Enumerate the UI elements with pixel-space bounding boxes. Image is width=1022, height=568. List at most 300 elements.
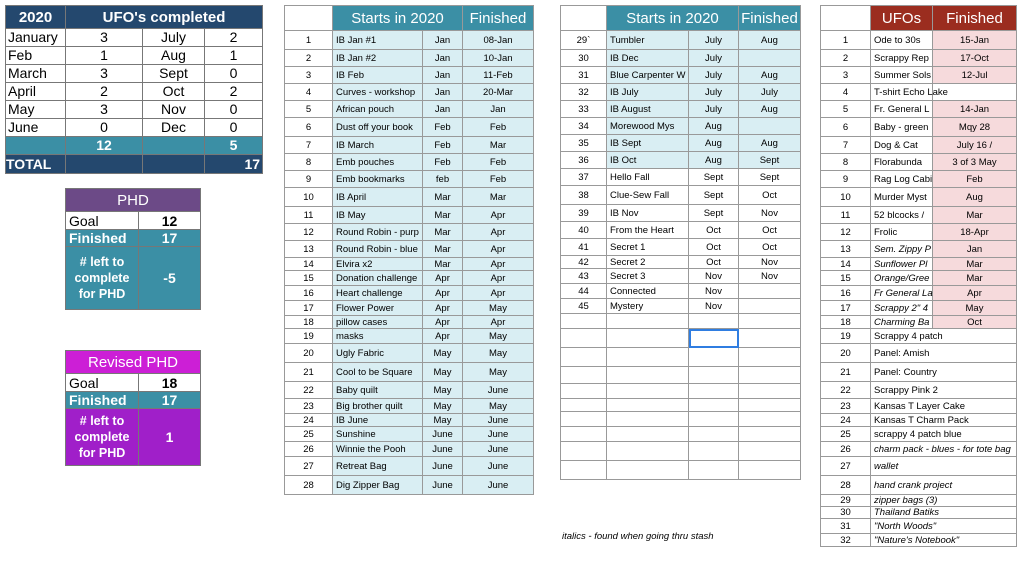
empty-cell[interactable] [561, 412, 607, 427]
project-name[interactable]: Emb pouches [333, 154, 423, 171]
project-name[interactable]: Secret 2 [607, 256, 689, 269]
cell[interactable] [143, 155, 205, 174]
row-number[interactable]: 24 [821, 414, 871, 427]
project-name[interactable]: Big brother quilt [333, 399, 423, 414]
month-label[interactable]: Dec [143, 119, 205, 137]
start-month[interactable]: May [423, 414, 463, 427]
empty-cell[interactable] [561, 427, 607, 442]
finished-date[interactable]: Feb [933, 171, 1017, 188]
revised-left-value[interactable]: 1 [139, 409, 201, 466]
finished-date[interactable] [739, 284, 801, 299]
finished-date[interactable]: May [463, 329, 534, 344]
ufos-title[interactable]: UFOs [871, 6, 933, 31]
start-month[interactable]: Jan [423, 31, 463, 50]
project-name[interactable]: Secret 3 [607, 269, 689, 284]
empty-cell[interactable] [739, 427, 801, 442]
start-month[interactable]: Apr [423, 271, 463, 286]
row-number[interactable]: 19 [285, 329, 333, 344]
row-number[interactable]: 6 [285, 118, 333, 137]
finished-date[interactable]: Jan [463, 101, 534, 118]
finished-date[interactable]: Mar [463, 137, 534, 154]
finished-date[interactable]: Nov [739, 256, 801, 269]
finished-date[interactable]: Apr [463, 207, 534, 224]
finished-date[interactable]: 11-Feb [463, 67, 534, 84]
row-number[interactable]: 14 [285, 258, 333, 271]
project-name[interactable]: Charming Ba [871, 316, 933, 329]
row-number[interactable]: 22 [821, 382, 871, 399]
project-name[interactable]: IB June [333, 414, 423, 427]
empty-cell[interactable] [561, 442, 607, 461]
empty-cell[interactable] [561, 329, 607, 348]
finished-date[interactable]: July [739, 84, 801, 101]
start-month[interactable]: Apr [423, 286, 463, 301]
start-month[interactable]: Feb [423, 154, 463, 171]
start-month[interactable]: May [423, 344, 463, 363]
start-month[interactable]: Mar [423, 258, 463, 271]
row-number[interactable]: 9 [821, 171, 871, 188]
phd-title[interactable]: PHD [66, 189, 201, 212]
row-number[interactable]: 35 [561, 135, 607, 152]
project-name[interactable]: 52 blcocks / [871, 207, 933, 224]
start-month[interactable]: Feb [423, 118, 463, 137]
row-number[interactable]: 32 [821, 534, 871, 547]
start-month[interactable]: June [423, 442, 463, 457]
month-count[interactable]: 2 [205, 29, 263, 47]
empty-cell[interactable] [607, 384, 689, 399]
finished-date[interactable]: June [463, 427, 534, 442]
row-number[interactable]: 5 [821, 101, 871, 118]
row-number[interactable]: 16 [285, 286, 333, 301]
start-month[interactable]: June [423, 427, 463, 442]
empty-cell[interactable] [739, 461, 801, 480]
cell[interactable] [285, 6, 333, 31]
finished-date[interactable]: Nov [739, 269, 801, 284]
project-name[interactable]: Morewood Mys [607, 118, 689, 135]
row-number[interactable]: 21 [285, 363, 333, 382]
project-name[interactable]: IB Sept [607, 135, 689, 152]
row-number[interactable]: 24 [285, 414, 333, 427]
row-number[interactable]: 44 [561, 284, 607, 299]
finished-date[interactable]: Feb [463, 118, 534, 137]
row-number[interactable]: 2 [821, 50, 871, 67]
start-month[interactable]: Oct [689, 256, 739, 269]
finished-date[interactable]: May [463, 301, 534, 316]
start-month[interactable]: July [689, 101, 739, 118]
month-label[interactable]: July [143, 29, 205, 47]
start-month[interactable]: Mar [423, 207, 463, 224]
empty-cell[interactable] [689, 367, 739, 384]
empty-cell[interactable] [607, 367, 689, 384]
empty-cell[interactable] [689, 412, 739, 427]
start-month[interactable]: June [423, 476, 463, 495]
finished-date[interactable]: Feb [463, 171, 534, 188]
start-month[interactable]: Sept [689, 169, 739, 186]
row-number[interactable]: 16 [821, 286, 871, 301]
finished-date[interactable]: July 16 / [933, 137, 1017, 154]
project-name[interactable]: Murder Myst [871, 188, 933, 207]
month-count[interactable]: 1 [205, 47, 263, 65]
row-number[interactable]: 28 [285, 476, 333, 495]
revised-finished-value[interactable]: 17 [139, 392, 201, 409]
project-name[interactable]: Cool to be Square [333, 363, 423, 382]
start-month[interactable]: Apr [423, 329, 463, 344]
empty-cell[interactable] [739, 314, 801, 329]
row-number[interactable]: 4 [285, 84, 333, 101]
month-count[interactable]: 2 [205, 83, 263, 101]
project-name[interactable]: Elvira x2 [333, 258, 423, 271]
finished-date[interactable]: 17-Oct [933, 50, 1017, 67]
finished-date[interactable]: Aug [739, 135, 801, 152]
project-name[interactable]: Fr. General L [871, 101, 933, 118]
finished-date[interactable]: 18-Apr [933, 224, 1017, 241]
row-number[interactable]: 45 [561, 299, 607, 314]
month-count[interactable]: 0 [205, 119, 263, 137]
finished-date[interactable]: 15-Jan [933, 31, 1017, 50]
project-name[interactable]: Curves - workshop [333, 84, 423, 101]
row-number[interactable]: 31 [561, 67, 607, 84]
empty-cell[interactable] [739, 384, 801, 399]
finished-date[interactable]: 12-Jul [933, 67, 1017, 84]
subtotal-first-half[interactable]: 12 [66, 137, 143, 155]
finished-date[interactable]: May [463, 399, 534, 414]
finished-date[interactable]: Nov [739, 205, 801, 222]
finished-date[interactable]: 3 of 3 May [933, 154, 1017, 171]
finished-date[interactable]: Apr [463, 271, 534, 286]
empty-cell[interactable] [607, 399, 689, 412]
row-number[interactable]: 40 [561, 222, 607, 239]
project-name[interactable]: IB Dec [607, 50, 689, 67]
total-label[interactable]: TOTAL [6, 155, 66, 174]
empty-cell[interactable] [689, 348, 739, 367]
project-name[interactable]: Sunshine [333, 427, 423, 442]
project-name[interactable]: IB July [607, 84, 689, 101]
empty-cell[interactable] [607, 461, 689, 480]
project-name[interactable]: Hello Fall [607, 169, 689, 186]
project-name[interactable]: wallet [871, 457, 1017, 476]
row-number[interactable]: 20 [285, 344, 333, 363]
ufos-finished-header[interactable]: Finished [933, 6, 1017, 31]
project-name[interactable]: IB Feb [333, 67, 423, 84]
finished-date[interactable]: 20-Mar [463, 84, 534, 101]
row-number[interactable]: 6 [821, 118, 871, 137]
project-name[interactable]: Scrappy Rep [871, 50, 933, 67]
row-number[interactable]: 31 [821, 519, 871, 534]
project-name[interactable]: From the Heart [607, 222, 689, 239]
empty-cell[interactable] [607, 314, 689, 329]
row-number[interactable]: 23 [285, 399, 333, 414]
row-number[interactable]: 8 [821, 154, 871, 171]
start-month[interactable]: Oct [689, 222, 739, 239]
cell[interactable] [561, 6, 607, 31]
month-count[interactable]: 2 [66, 83, 143, 101]
finished-date[interactable]: June [463, 476, 534, 495]
month-label[interactable]: Aug [143, 47, 205, 65]
finished-date[interactable]: Mar [463, 188, 534, 207]
start-month[interactable]: Jan [423, 84, 463, 101]
finished-date[interactable]: Apr [463, 258, 534, 271]
start-month[interactable]: May [423, 399, 463, 414]
project-name[interactable]: Blue Carpenter W [607, 67, 689, 84]
finished-date[interactable]: June [463, 442, 534, 457]
selected-cell[interactable] [689, 329, 739, 348]
project-name[interactable]: Scrappy 4 patch [871, 329, 1017, 344]
finished-date[interactable]: Oct [739, 222, 801, 239]
project-name[interactable]: Ode to 30s [871, 31, 933, 50]
project-name[interactable]: charm pack - blues - for tote bag [871, 442, 1017, 457]
row-number[interactable]: 26 [821, 442, 871, 457]
project-name[interactable]: IB Jan #2 [333, 50, 423, 67]
finished-date[interactable]: Apr [463, 241, 534, 258]
finished-date[interactable]: Mar [933, 271, 1017, 286]
project-name[interactable]: scrappy 4 patch blue [871, 427, 1017, 442]
row-number[interactable]: 37 [561, 169, 607, 186]
row-number[interactable]: 5 [285, 101, 333, 118]
empty-cell[interactable] [561, 384, 607, 399]
row-number[interactable]: 32 [561, 84, 607, 101]
start-month[interactable]: Mar [423, 188, 463, 207]
project-name[interactable]: Scrappy 2" 4 [871, 301, 933, 316]
finished-date[interactable]: Apr [463, 224, 534, 241]
project-name[interactable]: Heart challenge [333, 286, 423, 301]
row-number[interactable]: 30 [561, 50, 607, 67]
start-month[interactable]: Aug [689, 135, 739, 152]
project-name[interactable]: Florabunda [871, 154, 933, 171]
row-number[interactable]: 17 [285, 301, 333, 316]
month-count[interactable]: 1 [66, 47, 143, 65]
row-number[interactable]: 13 [285, 241, 333, 258]
row-number[interactable]: 18 [285, 316, 333, 329]
start-month[interactable]: May [423, 363, 463, 382]
project-name[interactable]: Sem. Zippy P [871, 241, 933, 258]
starts-title[interactable]: Starts in 2020 [333, 6, 463, 31]
project-name[interactable]: IB Nov [607, 205, 689, 222]
phd-goal-label[interactable]: Goal [66, 212, 139, 230]
project-name[interactable]: IB Oct [607, 152, 689, 169]
finished-date[interactable] [739, 299, 801, 314]
start-month[interactable]: Aug [689, 118, 739, 135]
empty-cell[interactable] [607, 348, 689, 367]
empty-cell[interactable] [739, 442, 801, 461]
project-name[interactable]: Round Robin - purp [333, 224, 423, 241]
row-number[interactable]: 41 [561, 239, 607, 256]
row-number[interactable]: 9 [285, 171, 333, 188]
row-number[interactable]: 33 [561, 101, 607, 118]
row-number[interactable]: 2 [285, 50, 333, 67]
project-name[interactable]: Panel: Country [871, 363, 1017, 382]
project-name[interactable]: IB August [607, 101, 689, 118]
project-name[interactable]: Mystery [607, 299, 689, 314]
row-number[interactable]: 22 [285, 382, 333, 399]
start-month[interactable]: Mar [423, 241, 463, 258]
project-name[interactable]: Kansas T Layer Cake [871, 399, 1017, 414]
finished-date[interactable]: Aug [739, 101, 801, 118]
revised-goal-value[interactable]: 18 [139, 374, 201, 392]
finished-date[interactable]: June [463, 414, 534, 427]
row-number[interactable]: 26 [285, 442, 333, 457]
start-month[interactable]: July [689, 31, 739, 50]
total-value[interactable]: 17 [205, 155, 263, 174]
project-name[interactable]: pillow cases [333, 316, 423, 329]
empty-cell[interactable] [607, 329, 689, 348]
start-month[interactable]: July [689, 50, 739, 67]
project-name[interactable]: Fr General La [871, 286, 933, 301]
project-name[interactable]: Panel: Amish [871, 344, 1017, 363]
project-name[interactable]: IB May [333, 207, 423, 224]
project-name[interactable]: Flower Power [333, 301, 423, 316]
finished-date[interactable]: Apr [463, 286, 534, 301]
row-number[interactable]: 4 [821, 84, 871, 101]
month-label[interactable]: May [6, 101, 66, 119]
project-name[interactable]: Baby quilt [333, 382, 423, 399]
row-number[interactable]: 8 [285, 154, 333, 171]
project-name[interactable]: Ugly Fabric [333, 344, 423, 363]
start-month[interactable]: May [423, 382, 463, 399]
start-month[interactable]: July [689, 84, 739, 101]
row-number[interactable]: 27 [821, 457, 871, 476]
empty-cell[interactable] [689, 427, 739, 442]
month-count[interactable]: 3 [66, 65, 143, 83]
start-month[interactable]: Jan [423, 101, 463, 118]
finished-date[interactable] [739, 50, 801, 67]
empty-cell[interactable] [561, 367, 607, 384]
empty-cell[interactable] [739, 329, 801, 348]
finished-date[interactable]: Oct [739, 186, 801, 205]
project-name[interactable]: IB April [333, 188, 423, 207]
project-name[interactable]: Baby - green [871, 118, 933, 137]
project-name[interactable]: African pouch [333, 101, 423, 118]
month-label[interactable]: Oct [143, 83, 205, 101]
finished-date[interactable]: June [463, 382, 534, 399]
row-number[interactable]: 14 [821, 258, 871, 271]
cell[interactable] [821, 6, 871, 31]
month-label[interactable]: April [6, 83, 66, 101]
start-month[interactable]: feb [423, 171, 463, 188]
project-name[interactable]: Retreat Bag [333, 457, 423, 476]
project-name[interactable]: "North Woods" [871, 519, 1017, 534]
finished-date[interactable]: Aug [739, 67, 801, 84]
row-number[interactable]: 7 [821, 137, 871, 154]
row-number[interactable]: 29 [821, 495, 871, 507]
row-number[interactable]: 25 [821, 427, 871, 442]
empty-cell[interactable] [607, 442, 689, 461]
project-name[interactable]: Frolic [871, 224, 933, 241]
finished-date[interactable]: Oct [933, 316, 1017, 329]
month-count[interactable]: 3 [66, 29, 143, 47]
year-cell[interactable]: 2020 [6, 6, 66, 29]
row-number[interactable]: 19 [821, 329, 871, 344]
phd-finished-value[interactable]: 17 [139, 230, 201, 247]
finished-date[interactable]: 08-Jan [463, 31, 534, 50]
project-name[interactable]: Kansas T Charm Pack [871, 414, 1017, 427]
project-name[interactable]: Clue-Sew Fall [607, 186, 689, 205]
project-name[interactable]: Winnie the Pooh [333, 442, 423, 457]
finished-date[interactable]: Mar [933, 258, 1017, 271]
month-count[interactable]: 3 [66, 101, 143, 119]
revised-left-label[interactable]: # left to complete for PHD [66, 409, 139, 466]
finished-date[interactable]: Apr [463, 316, 534, 329]
start-month[interactable]: Jan [423, 50, 463, 67]
row-number[interactable]: 10 [821, 188, 871, 207]
revised-phd-title[interactable]: Revised PHD [66, 351, 201, 374]
starts-finished-header[interactable]: Finished [463, 6, 534, 31]
finished-date[interactable]: Mqy 28 [933, 118, 1017, 137]
phd-finished-label[interactable]: Finished [66, 230, 139, 247]
project-name[interactable]: masks [333, 329, 423, 344]
month-label[interactable]: Sept [143, 65, 205, 83]
project-name[interactable]: Tumbler [607, 31, 689, 50]
empty-cell[interactable] [689, 442, 739, 461]
row-number[interactable]: 29` [561, 31, 607, 50]
project-name[interactable]: T-shirt Echo Lake [871, 84, 933, 101]
empty-cell[interactable] [689, 461, 739, 480]
project-name[interactable]: Connected [607, 284, 689, 299]
row-number[interactable]: 34 [561, 118, 607, 135]
row-number[interactable]: 7 [285, 137, 333, 154]
start-month[interactable]: Nov [689, 269, 739, 284]
finished-date[interactable]: 14-Jan [933, 101, 1017, 118]
empty-cell[interactable] [561, 461, 607, 480]
empty-cell[interactable] [561, 314, 607, 329]
row-number[interactable]: 21 [821, 363, 871, 382]
finished-date[interactable]: Aug [933, 188, 1017, 207]
subtotal-second-half[interactable]: 5 [205, 137, 263, 155]
finished-date[interactable]: Feb [463, 154, 534, 171]
cell[interactable] [66, 155, 143, 174]
project-name[interactable]: Dust off your book [333, 118, 423, 137]
row-number[interactable]: 43 [561, 269, 607, 284]
cell[interactable] [143, 137, 205, 155]
project-name[interactable]: Sunflower Pl [871, 258, 933, 271]
start-month[interactable]: Oct [689, 239, 739, 256]
project-name[interactable]: Emb bookmarks [333, 171, 423, 188]
empty-cell[interactable] [689, 314, 739, 329]
start-month[interactable]: Apr [423, 301, 463, 316]
project-name[interactable]: "Nature's Notebook" [871, 534, 1017, 547]
row-number[interactable]: 30 [821, 507, 871, 519]
cell[interactable] [6, 137, 66, 155]
row-number[interactable]: 18 [821, 316, 871, 329]
month-label[interactable]: Feb [6, 47, 66, 65]
finished-date[interactable]: May [463, 363, 534, 382]
finished-date[interactable]: Oct [739, 239, 801, 256]
project-name[interactable]: zipper bags (3) [871, 495, 1017, 507]
finished-date[interactable]: May [463, 344, 534, 363]
start-month[interactable]: Feb [423, 137, 463, 154]
row-number[interactable]: 20 [821, 344, 871, 363]
start-month[interactable]: Nov [689, 299, 739, 314]
row-number[interactable]: 28 [821, 476, 871, 495]
row-number[interactable]: 15 [821, 271, 871, 286]
project-name[interactable]: Thailand Batiks [871, 507, 1017, 519]
empty-cell[interactable] [607, 427, 689, 442]
month-label[interactable]: January [6, 29, 66, 47]
month-count[interactable]: 0 [66, 119, 143, 137]
row-number[interactable]: 42 [561, 256, 607, 269]
project-name[interactable]: IB March [333, 137, 423, 154]
row-number[interactable]: 3 [821, 67, 871, 84]
empty-cell[interactable] [689, 384, 739, 399]
finished-date[interactable]: Aug [739, 31, 801, 50]
phd-left-label[interactable]: # left to complete for PHD [66, 247, 139, 310]
row-number[interactable]: 11 [285, 207, 333, 224]
row-number[interactable]: 13 [821, 241, 871, 258]
row-number[interactable]: 1 [821, 31, 871, 50]
finished-date[interactable]: Sept [739, 152, 801, 169]
project-name[interactable]: Summer Sols [871, 67, 933, 84]
project-name[interactable]: IB Jan #1 [333, 31, 423, 50]
empty-cell[interactable] [739, 399, 801, 412]
starts2-finished-header[interactable]: Finished [739, 6, 801, 31]
